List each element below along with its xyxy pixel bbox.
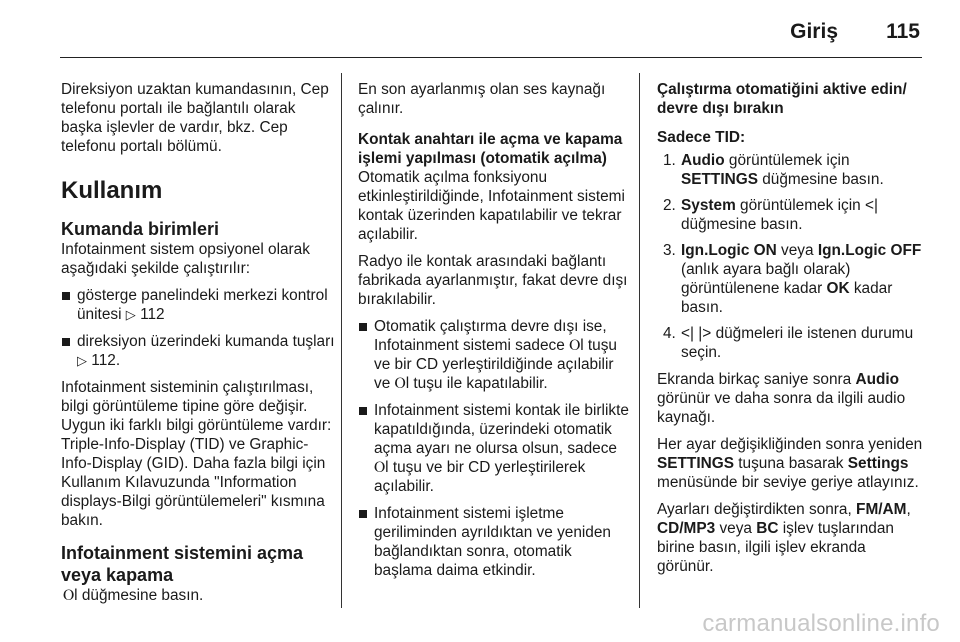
power-key-icon: Ⲟl [374,459,389,476]
power-key-icon: Ⲟl [63,587,78,604]
step-item: 2. System görüntülemek için <| düğmesine basın. [663,197,878,233]
intro-paragraph: Direksiyon uzaktan kumandasının, Cep telefonu portalı ile bağlantılı olarak başka işlevler de vardır, bkz. Cep telefonu portalı bölümü. [61,81,329,155]
power-key-icon: Ⲟl [394,375,410,392]
steps-list [657,151,925,362]
subsection-heading-controls: Kumanda birimleri [61,219,220,239]
display-paragraph: Infotainment sisteminin çalıştırılması, bilgi görüntüleme tipine göre değişir. Uygun iki farklı bilgi görüntüleme vardır: Triple-Info-Display (TID) ve Graphic-Info-Display (GID). Daha fazla bilgi için Kullanım Kılavuzunda "Information displays-Bilgi görüntülemeleri" kısmına bakın. [61,379,332,529]
column-3 [657,80,925,584]
step-item: 1. Audio görüntülemek için SETTINGS düğmesine basın. [663,152,884,188]
page-ref-icon: ▷ [77,353,87,368]
step-item: 4. <| |> düğmeleri ile istenen durumu seçin. [663,325,914,361]
ignition-list [358,317,630,580]
step-item: 3. Ign.Logic ON veya Ign.Logic OFF (anlık ayara bağlı olarak) görüntülenene kadar OK kadar basın. [663,242,922,316]
left-arrow-key-icon: <| [681,325,694,342]
factory-paragraph: Radyo ile kontak arasındaki bağlantı fabrikada ayarlanmıştır, fakat devre dışı bırakılabilir. [358,253,628,308]
controls-list [61,286,336,370]
header-divider [60,57,922,58]
right-arrow-key-icon: |> [698,325,712,342]
tid-only-label: Sadece TID: [657,129,746,146]
list-item: Otomatik çalıştırma devre dışı ise, Infotainment sistemi sadece Ⲟl tuşu ve bir CD yerleştirildiğinde açılabilir ve Ⲟl tuşu ile kapatılabilir. [358,317,630,393]
page-number: 115 [886,20,920,43]
chapter-title: Giriş [790,20,838,43]
list-item: gösterge panelindeki merkezi kontrol ünitesi ▷ 112 [61,286,336,324]
ignition-paragraph: Otomatik açılma fonksiyonu etkinleştirildiğinde, Infotainment sistemi kontak üzerinden kapatılabilir ve tekrar açılabilir. [358,169,625,243]
page-ref[interactable]: 112. [91,352,121,369]
watermark: carmanualsonline.info [702,610,940,637]
list-item: direksiyon üzerindeki kumanda tuşları ▷ 112. [61,332,336,370]
page-ref-icon: ▷ [125,307,136,322]
controls-paragraph: Infotainment sistem opsiyonel olarak aşağıdaki şekilde çalıştırılır: [61,241,310,277]
audio-paragraph: Ekranda birkaç saniye sonra Audio görünür ve daha sonra da ilgili audio kaynağı. [657,371,906,426]
column-2 [358,80,630,588]
section-heading: Kullanım [61,177,163,204]
list-item: Infotainment sistemi işletme geriliminden ayrıldıktan ve yeniden bağlandıktan sonra, otomatik başlama daima etkindir. [358,504,630,580]
column-1 [61,80,336,613]
function-keys-paragraph: Ayarları değiştirdikten sonra, FM/AM, CD/MP3 veya BC işlev tuşlarından birine basın, ilgili işlev ekranda görünür. [657,501,911,575]
subsection-heading-power: Infotainment sistemini açma veya kapama [61,543,304,585]
column-divider-2 [639,73,640,608]
settings-paragraph: Her ayar değişikliğinden sonra yeniden SETTINGS tuşuna basarak Settings menüsünde bir seviye geriye atlayınız. [657,436,923,491]
list-item: Infotainment sistemi kontak ile birlikte kapatıldığında, üzerindeki otomatik açma ayarı ne olursa olsun, sadece Ⲟl tuşu ve bir CD yerleştirilerek açılabilir. [358,401,630,496]
last-source-paragraph: En son ayarlanmış olan ses kaynağı çalınır. [358,81,606,117]
power-key-icon: Ⲟl [569,337,584,354]
page-header [0,0,960,62]
ignition-heading: Kontak anahtarı ile açma ve kapama işlemi yapılması (otomatik açılma) [358,131,623,167]
autostart-heading: Çalıştırma otomatiğini aktive edin/ devre dışı bırakın [657,81,907,117]
left-arrow-key-icon: <| [864,197,878,214]
column-divider-1 [341,73,342,608]
page-ref[interactable]: 112 [140,306,165,323]
power-paragraph: Ⲟl düğmesine basın. [63,587,204,604]
